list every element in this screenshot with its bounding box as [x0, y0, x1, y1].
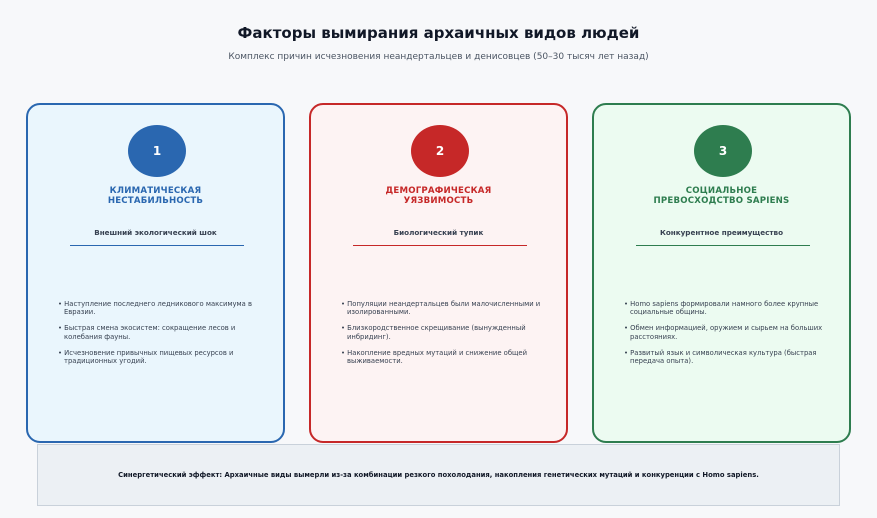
card-subtitle: Биологический тупик [393, 228, 484, 237]
factor-card-climate [26, 103, 285, 443]
bullet-item: • Исчезновение привычных пищевых ресурсов и традиционных угодий. [58, 348, 234, 366]
bullet-list [58, 300, 268, 373]
bullet-item: • Homo sapiens формировали намного более крупные социальные общины. [624, 300, 819, 317]
bullet-list [624, 300, 834, 373]
synergy-footer [37, 444, 840, 506]
card-subtitle: Внешний экологический шок [94, 228, 217, 237]
bullet-item: • Популяции неандертальцев были малочисленными и изолированными. [341, 300, 541, 317]
footer-text: Синергетический эффект: Архаичные виды вымерли из-за комбинации резкого похолодания, накопления генетических мутаций и конкуренции с Homo sapiens. [118, 471, 759, 479]
card-title-line: НЕСТАБИЛЬНОСТЬ [107, 196, 204, 206]
card-title-line: СОЦИАЛЬНОЕ [685, 186, 758, 196]
bullet-list [341, 300, 551, 373]
card-divider [353, 245, 527, 246]
number-badge: 3 [694, 125, 752, 177]
card-title [594, 186, 849, 206]
card-title-line: КЛИМАТИЧЕСКАЯ [109, 186, 202, 196]
number-badge: 1 [128, 125, 186, 177]
bullet-item: • Быстрая смена экосистем: сокращение лесов и колебания фауны. [58, 324, 236, 341]
card-divider [636, 245, 810, 246]
factor-card-social [592, 103, 851, 443]
card-divider [70, 245, 244, 246]
factor-card-demographic [309, 103, 568, 443]
card-title-line: ДЕМОГРАФИЧЕСКАЯ [385, 186, 492, 196]
number-badge: 2 [411, 125, 469, 177]
page-subtitle: Комплекс причин исчезновения неандертальцев и денисовцев (50–30 тысяч лет назад) [228, 52, 649, 62]
card-title-line: ПРЕВОСХОДСТВО SAPIENS [653, 196, 790, 206]
card-title-line: УЯЗВИМОСТЬ [403, 196, 474, 206]
page-title: Факторы вымирания архаичных видов людей [237, 24, 640, 42]
bullet-item: • Обмен информацией, оружием и сырьем на больших расстояниях. [624, 324, 823, 341]
bullet-item: • Близкородственное скрещивание (вынужденный инбридинг). [341, 324, 526, 341]
bullet-item: • Наступление последнего ледникового максимума в Евразии. [58, 300, 252, 317]
card-title [311, 186, 566, 206]
bullet-item: • Развитый язык и символическая культура (быстрая передача опыта). [624, 348, 817, 366]
card-title [28, 186, 283, 206]
card-subtitle: Конкурентное преимущество [659, 228, 784, 237]
bullet-item: • Накопление вредных мутаций и снижение общей выживаемости. [341, 348, 528, 366]
